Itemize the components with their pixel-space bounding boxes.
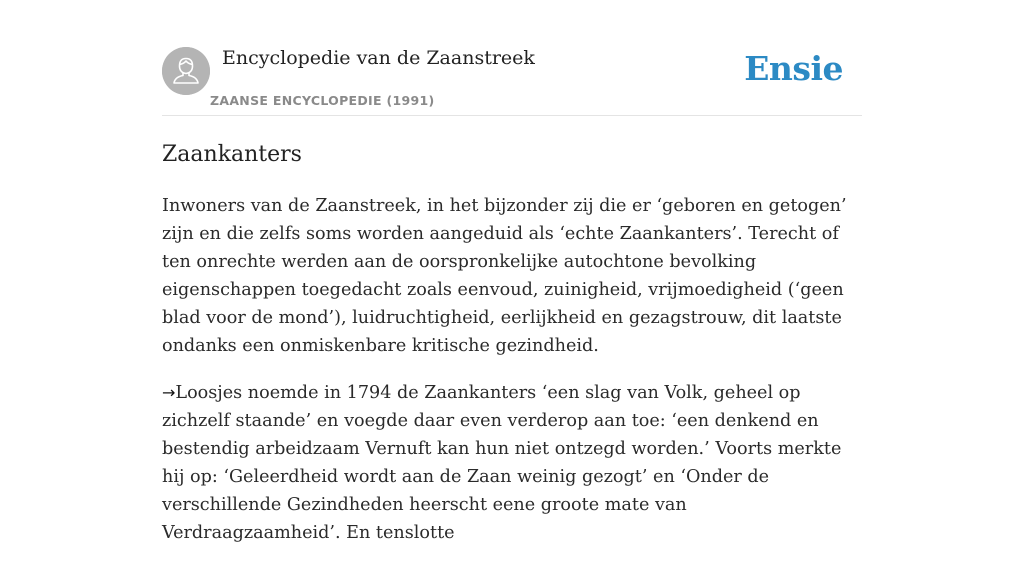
entry-paragraph <box>162 379 862 547</box>
entry-body <box>162 192 862 566</box>
source-title[interactable]: Encyclopedie van de Zaanstreek <box>222 47 535 69</box>
user-avatar-icon[interactable] <box>162 47 210 95</box>
entry-title: Zaankanters <box>162 142 302 167</box>
entry-paragraph: Inwoners van de Zaanstreek, in het bijzonder zij die er ‘geboren en getogen’ zijn en die zelfs soms worden aangeduid als ‘echte Zaankanters’. Terecht of ten onrechte werden aan de oorspronkelijke autochtone bevolking eigenschappen toegedacht zoals eenvoud, zuinigheid, vrijmoedigheid (‘geen blad voor de mond’), luidruchtigheid, eerlijkheid en gezagstrouw, dit laatste ondanks een onmiskenbare kritische gezindheid. <box>162 196 847 356</box>
reference-arrow-link[interactable]: → <box>162 383 176 402</box>
entry-paragraph-text: Loosjes noemde in 1794 de Zaankanters ‘een slag van Volk, geheel op zichzelf staande’ en voegde daar even verderop aan toe: ‘een denkend en bestendig arbeidzaam Vernuft kan hun niet ontzegd worden.’ Voorts merkte hij op: ‘Geleerdheid wordt aan de Zaan weinig gezogt’ en ‘Onder de verschillende Gezindheden heerscht eene groote mate van Verdraagzaamheid’. En tenslotte <box>162 383 842 543</box>
source-header <box>162 0 862 116</box>
brand-logo[interactable]: Ensie <box>744 49 843 88</box>
source-subtitle: ZAANSE ENCYCLOPEDIE (1991) <box>210 93 435 108</box>
content-container <box>162 0 862 543</box>
